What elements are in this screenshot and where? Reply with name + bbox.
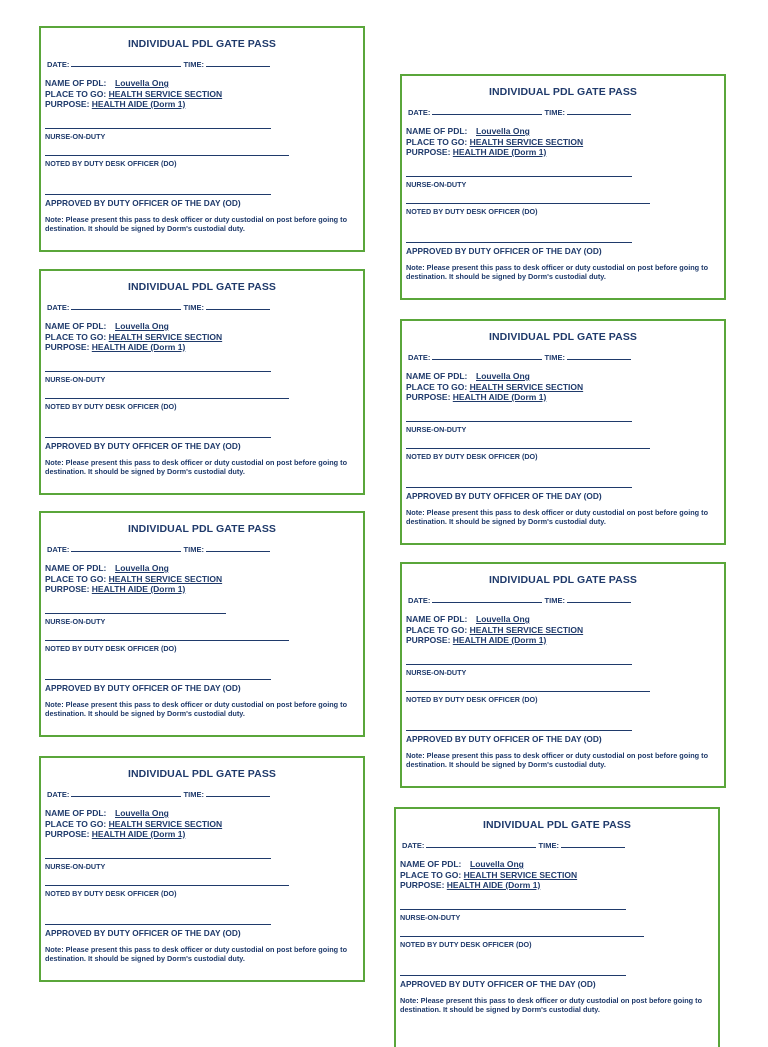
date-label: DATE: — [408, 353, 431, 362]
purpose-value: HEALTH AIDE (Dorm 1) — [452, 147, 547, 157]
noted-label: NOTED BY DUTY DESK OFFICER (DO) — [45, 159, 177, 168]
place-label: PLACE TO GO: — [400, 869, 462, 880]
date-time-row — [408, 107, 631, 117]
pass-title: INDIVIDUAL PDL GATE PASS — [127, 523, 277, 535]
name-value: Louvella Ong — [476, 614, 530, 624]
note-text: Note: Please present this pass to desk officer or duty custodial on post before going to destination. It should be signed by Dorm's custodial duty. — [406, 751, 709, 769]
duty-officer-signature-line[interactable] — [406, 242, 632, 243]
date-field[interactable] — [426, 840, 536, 848]
date-label: DATE: — [47, 60, 70, 69]
time-field[interactable] — [567, 352, 631, 360]
desk-officer-signature-line[interactable] — [400, 936, 644, 937]
note-text: Note: Please present this pass to desk officer or duty custodial on post before going to destination. It should be signed by Dorm's custodial duty. — [45, 215, 348, 233]
noted-label: NOTED BY DUTY DESK OFFICER (DO) — [45, 402, 177, 411]
desk-officer-signature-line[interactable] — [406, 203, 650, 204]
gate-pass-card — [400, 74, 726, 300]
date-field[interactable] — [71, 544, 181, 552]
nurse-label: NURSE-ON-DUTY — [45, 617, 106, 626]
place-value: HEALTH SERVICE SECTION — [108, 88, 223, 99]
purpose-value: HEALTH AIDE (Dorm 1) — [452, 635, 547, 645]
name-label: NAME OF PDL: — [45, 563, 107, 573]
pdl-info — [45, 321, 222, 353]
date-label: DATE: — [47, 790, 70, 799]
name-label: NAME OF PDL: — [400, 859, 462, 869]
gate-pass-card — [39, 756, 365, 982]
duty-officer-signature-line[interactable] — [406, 730, 632, 731]
date-time-row — [402, 840, 625, 850]
purpose-label: PURPOSE: — [406, 635, 451, 645]
desk-officer-signature-line[interactable] — [406, 448, 650, 449]
purpose-label: PURPOSE: — [45, 99, 90, 109]
name-label: NAME OF PDL: — [406, 614, 468, 624]
pdl-info — [406, 614, 583, 646]
approved-label: APPROVED BY DUTY OFFICER OF THE DAY (OD) — [406, 491, 602, 501]
time-field[interactable] — [206, 59, 270, 67]
purpose-value: HEALTH AIDE (Dorm 1) — [452, 392, 547, 402]
time-label: TIME: — [544, 108, 565, 117]
purpose-value: HEALTH AIDE (Dorm 1) — [91, 584, 186, 594]
name-value: Louvella Ong — [476, 126, 530, 136]
duty-officer-signature-line[interactable] — [45, 437, 271, 438]
name-label: NAME OF PDL: — [406, 371, 468, 381]
gate-pass-card — [394, 807, 720, 1047]
approved-label: APPROVED BY DUTY OFFICER OF THE DAY (OD) — [400, 979, 596, 989]
purpose-label: PURPOSE: — [406, 392, 451, 402]
nurse-signature-line[interactable] — [406, 664, 632, 665]
pass-title: INDIVIDUAL PDL GATE PASS — [488, 574, 638, 586]
pdl-info — [45, 563, 222, 595]
approved-label: APPROVED BY DUTY OFFICER OF THE DAY (OD) — [406, 734, 602, 744]
name-value: Louvella Ong — [476, 371, 530, 381]
desk-officer-signature-line[interactable] — [45, 640, 289, 641]
date-time-row — [47, 789, 270, 799]
name-label: NAME OF PDL: — [45, 321, 107, 331]
place-value: HEALTH SERVICE SECTION — [469, 624, 584, 635]
duty-officer-signature-line[interactable] — [400, 975, 626, 976]
date-field[interactable] — [432, 352, 542, 360]
time-label: TIME: — [183, 790, 204, 799]
nurse-label: NURSE-ON-DUTY — [45, 375, 106, 384]
time-field[interactable] — [206, 789, 270, 797]
date-time-row — [47, 59, 270, 69]
purpose-value: HEALTH AIDE (Dorm 1) — [91, 342, 186, 352]
purpose-label: PURPOSE: — [45, 342, 90, 352]
nurse-label: NURSE-ON-DUTY — [45, 132, 106, 141]
date-label: DATE: — [47, 303, 70, 312]
time-label: TIME: — [544, 353, 565, 362]
time-label: TIME: — [544, 596, 565, 605]
place-label: PLACE TO GO: — [406, 624, 468, 635]
nurse-signature-line[interactable] — [45, 371, 271, 372]
gate-pass-card — [400, 562, 726, 788]
place-label: PLACE TO GO: — [45, 573, 107, 584]
place-label: PLACE TO GO: — [45, 818, 107, 829]
name-label: NAME OF PDL: — [406, 126, 468, 136]
place-label: PLACE TO GO: — [45, 88, 107, 99]
pass-title: INDIVIDUAL PDL GATE PASS — [482, 819, 632, 831]
pass-title: INDIVIDUAL PDL GATE PASS — [127, 281, 277, 293]
purpose-value: HEALTH AIDE (Dorm 1) — [446, 880, 541, 890]
place-value: HEALTH SERVICE SECTION — [469, 136, 584, 147]
place-value: HEALTH SERVICE SECTION — [108, 331, 223, 342]
nurse-signature-line[interactable] — [45, 613, 226, 614]
pass-title: INDIVIDUAL PDL GATE PASS — [488, 86, 638, 98]
approved-label: APPROVED BY DUTY OFFICER OF THE DAY (OD) — [45, 683, 241, 693]
place-label: PLACE TO GO: — [45, 331, 107, 342]
place-value: HEALTH SERVICE SECTION — [469, 381, 584, 392]
gate-pass-card — [39, 26, 365, 252]
name-value: Louvella Ong — [115, 321, 169, 331]
nurse-label: NURSE-ON-DUTY — [406, 668, 467, 677]
approved-label: APPROVED BY DUTY OFFICER OF THE DAY (OD) — [406, 246, 602, 256]
pass-title: INDIVIDUAL PDL GATE PASS — [127, 768, 277, 780]
noted-label: NOTED BY DUTY DESK OFFICER (DO) — [45, 644, 177, 653]
nurse-label: NURSE-ON-DUTY — [406, 180, 467, 189]
note-text: Note: Please present this pass to desk officer or duty custodial on post before going to destination. It should be signed by Dorm's custodial duty. — [45, 458, 348, 476]
date-field[interactable] — [71, 302, 181, 310]
time-field[interactable] — [561, 840, 625, 848]
duty-officer-signature-line[interactable] — [406, 487, 632, 488]
purpose-label: PURPOSE: — [400, 880, 445, 890]
duty-officer-signature-line[interactable] — [45, 194, 271, 195]
time-label: TIME: — [538, 841, 559, 850]
gate-pass-card — [400, 319, 726, 545]
date-field[interactable] — [71, 789, 181, 797]
note-text: Note: Please present this pass to desk officer or duty custodial on post before going to destination. It should be signed by Dorm's custodial duty. — [406, 508, 709, 526]
time-field[interactable] — [567, 107, 631, 115]
noted-label: NOTED BY DUTY DESK OFFICER (DO) — [406, 452, 538, 461]
date-label: DATE: — [47, 545, 70, 554]
nurse-label: NURSE-ON-DUTY — [45, 862, 106, 871]
noted-label: NOTED BY DUTY DESK OFFICER (DO) — [406, 695, 538, 704]
date-label: DATE: — [408, 596, 431, 605]
nurse-label: NURSE-ON-DUTY — [400, 913, 461, 922]
date-time-row — [408, 352, 631, 362]
desk-officer-signature-line[interactable] — [45, 398, 289, 399]
date-label: DATE: — [408, 108, 431, 117]
pdl-info — [45, 78, 222, 110]
purpose-value: HEALTH AIDE (Dorm 1) — [91, 99, 186, 109]
approved-label: APPROVED BY DUTY OFFICER OF THE DAY (OD) — [45, 928, 241, 938]
note-text: Note: Please present this pass to desk officer or duty custodial on post before going to destination. It should be signed by Dorm's custodial duty. — [45, 700, 348, 718]
name-value: Louvella Ong — [115, 78, 169, 88]
place-value: HEALTH SERVICE SECTION — [463, 869, 578, 880]
date-time-row — [47, 302, 270, 312]
noted-label: NOTED BY DUTY DESK OFFICER (DO) — [406, 207, 538, 216]
pdl-info — [406, 371, 583, 403]
duty-officer-signature-line[interactable] — [45, 924, 271, 925]
nurse-signature-line[interactable] — [406, 421, 632, 422]
pdl-info — [406, 126, 583, 158]
purpose-value: HEALTH AIDE (Dorm 1) — [91, 829, 186, 839]
time-label: TIME: — [183, 60, 204, 69]
gate-pass-card — [39, 511, 365, 737]
purpose-label: PURPOSE: — [45, 829, 90, 839]
time-label: TIME: — [183, 303, 204, 312]
name-label: NAME OF PDL: — [45, 808, 107, 818]
date-field[interactable] — [71, 59, 181, 67]
time-label: TIME: — [183, 545, 204, 554]
place-label: PLACE TO GO: — [406, 381, 468, 392]
note-text: Note: Please present this pass to desk officer or duty custodial on post before going to destination. It should be signed by Dorm's custodial duty. — [406, 263, 709, 281]
duty-officer-signature-line[interactable] — [45, 679, 271, 680]
date-time-row — [47, 544, 270, 554]
place-label: PLACE TO GO: — [406, 136, 468, 147]
time-field[interactable] — [567, 595, 631, 603]
time-field[interactable] — [206, 544, 270, 552]
date-field[interactable] — [432, 107, 542, 115]
place-value: HEALTH SERVICE SECTION — [108, 573, 223, 584]
name-value: Louvella Ong — [115, 563, 169, 573]
name-label: NAME OF PDL: — [45, 78, 107, 88]
purpose-label: PURPOSE: — [45, 584, 90, 594]
date-time-row — [408, 595, 631, 605]
nurse-signature-line[interactable] — [400, 909, 626, 910]
date-label: DATE: — [402, 841, 425, 850]
desk-officer-signature-line[interactable] — [406, 691, 650, 692]
approved-label: APPROVED BY DUTY OFFICER OF THE DAY (OD) — [45, 441, 241, 451]
nurse-signature-line[interactable] — [406, 176, 632, 177]
gate-pass-card — [39, 269, 365, 495]
note-text: Note: Please present this pass to desk officer or duty custodial on post before going to destination. It should be signed by Dorm's custodial duty. — [45, 945, 348, 963]
name-value: Louvella Ong — [470, 859, 524, 869]
pdl-info — [400, 859, 577, 891]
pass-title: INDIVIDUAL PDL GATE PASS — [127, 38, 277, 50]
desk-officer-signature-line[interactable] — [45, 155, 289, 156]
pdl-info — [45, 808, 222, 840]
name-value: Louvella Ong — [115, 808, 169, 818]
approved-label: APPROVED BY DUTY OFFICER OF THE DAY (OD) — [45, 198, 241, 208]
note-text: Note: Please present this pass to desk officer or duty custodial on post before going to destination. It should be signed by Dorm's custodial duty. — [400, 996, 703, 1014]
desk-officer-signature-line[interactable] — [45, 885, 289, 886]
nurse-signature-line[interactable] — [45, 128, 271, 129]
date-field[interactable] — [432, 595, 542, 603]
pass-title: INDIVIDUAL PDL GATE PASS — [488, 331, 638, 343]
purpose-label: PURPOSE: — [406, 147, 451, 157]
nurse-label: NURSE-ON-DUTY — [406, 425, 467, 434]
time-field[interactable] — [206, 302, 270, 310]
nurse-signature-line[interactable] — [45, 858, 271, 859]
place-value: HEALTH SERVICE SECTION — [108, 818, 223, 829]
noted-label: NOTED BY DUTY DESK OFFICER (DO) — [45, 889, 177, 898]
noted-label: NOTED BY DUTY DESK OFFICER (DO) — [400, 940, 532, 949]
